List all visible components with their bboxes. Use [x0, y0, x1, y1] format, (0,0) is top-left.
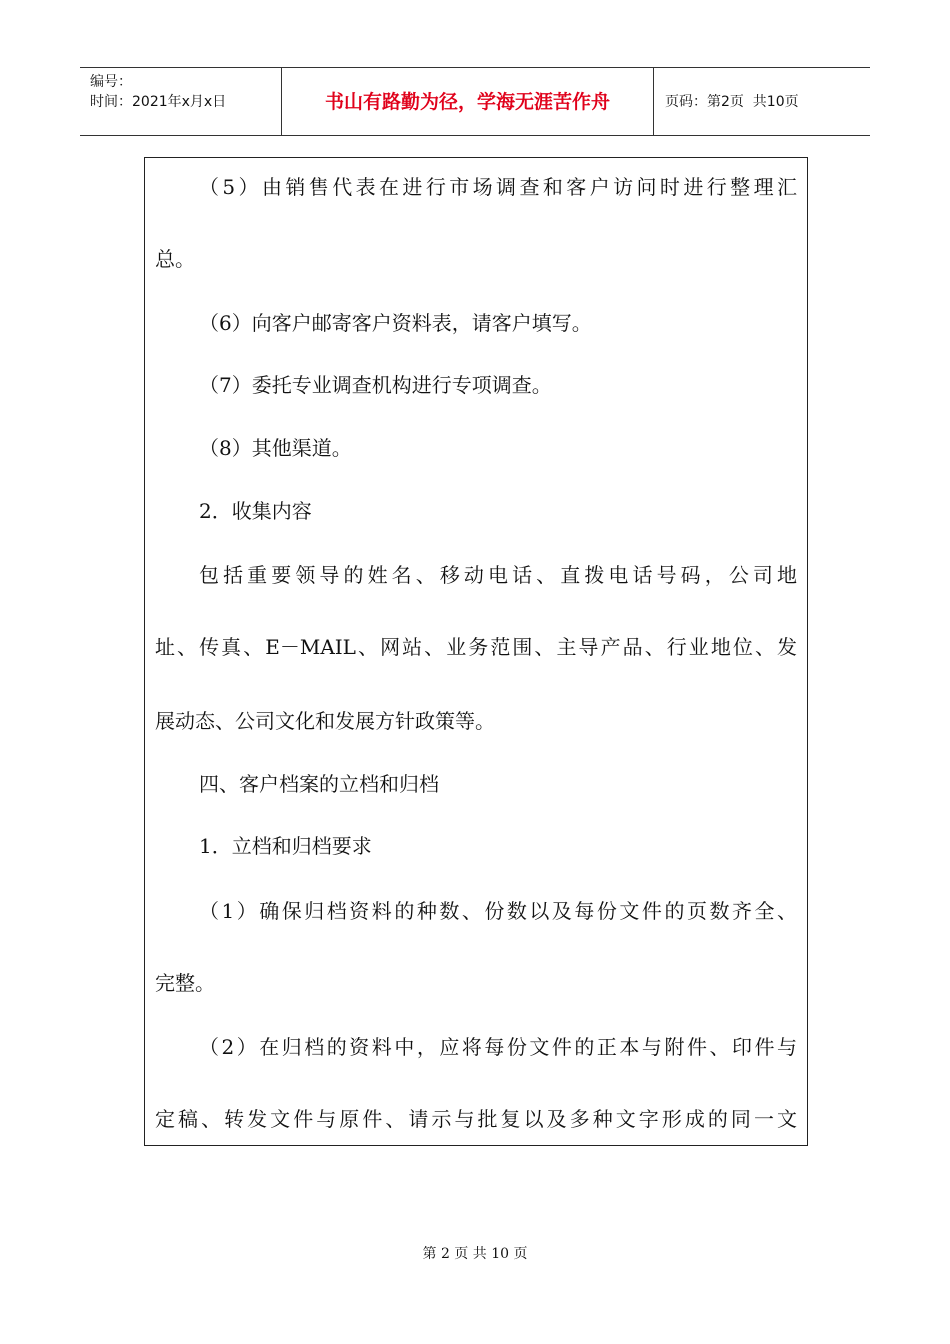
paragraph-line: 址、传真、E－MAIL、网站、业务范围、主导产品、行业地位、发 — [155, 635, 797, 659]
footer-page-number: 第 2 页 共 10 页 — [422, 1246, 528, 1262]
section-heading: 2．收集内容 — [199, 499, 312, 523]
paragraph-line: （6）向客户邮寄客户资料表，请客户填写。 — [199, 311, 592, 335]
paragraph-line: （8）其他渠道。 — [199, 436, 352, 460]
paragraph-line: （7）委托专业调查机构进行专项调查。 — [199, 373, 552, 397]
paragraph-line: （5）由销售代表在进行市场调查和客户访问时进行整理汇 — [199, 175, 797, 199]
paragraph-line: （2）在归档的资料中，应将每份文件的正本与附件、印件与 — [199, 1035, 797, 1059]
header-number-label: 编号： — [90, 74, 132, 90]
header-page-info — [654, 68, 870, 135]
header-time-label: 时间：2021年x月x日 — [90, 94, 227, 110]
header-page-info-text: 页码：第2页 共10页 — [665, 94, 799, 110]
header-motto: 书山有路勤为径，学海无涯苦作舟 — [282, 68, 654, 135]
content-box — [144, 157, 808, 1146]
paragraph-line: 总。 — [155, 247, 195, 271]
header-meta — [80, 68, 282, 135]
page-footer — [0, 1244, 950, 1264]
paragraph-line: 完整。 — [155, 971, 215, 995]
paragraph-line: 包括重要领导的姓名、移动电话、直拨电话号码，公司地 — [199, 563, 797, 587]
paragraph-line: （1）确保归档资料的种数、份数以及每份文件的页数齐全、 — [199, 899, 797, 923]
section-heading: 四、客户档案的立档和归档 — [199, 772, 439, 796]
paragraph-line: 展动态、公司文化和发展方针政策等。 — [155, 709, 495, 733]
document-header — [80, 67, 870, 136]
paragraph-line: 定稿、转发文件与原件、请示与批复以及多种文字形成的同一文 — [155, 1107, 797, 1131]
section-heading: 1．立档和归档要求 — [199, 834, 372, 858]
